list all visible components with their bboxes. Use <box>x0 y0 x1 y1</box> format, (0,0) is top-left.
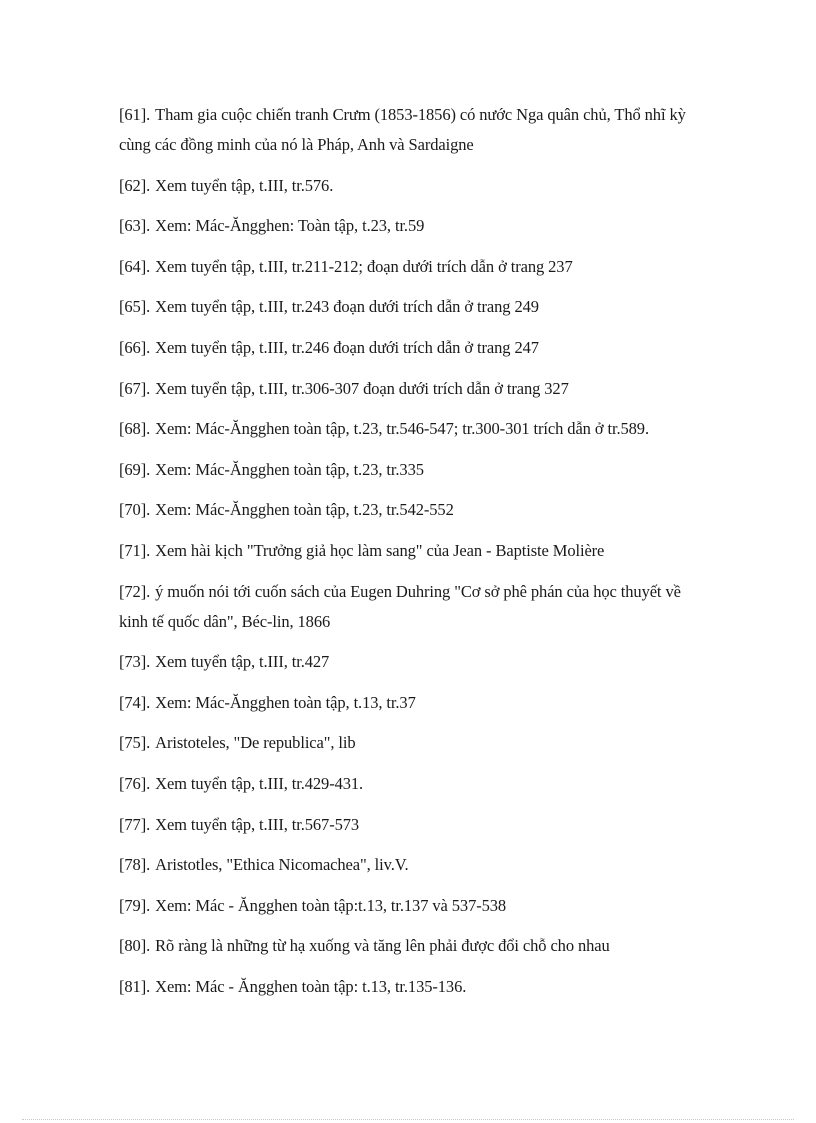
endnote-number: [65]. <box>119 297 151 317</box>
endnote-text: Xem hài kịch "Trưởng giả học làm sang" của Jean - Baptiste Molière <box>155 540 605 560</box>
endnote <box>119 414 699 444</box>
endnote-text: Xem: Mác - Ăngghen toàn tập:t.13, tr.137 và 537-538 <box>155 895 507 915</box>
endnote <box>119 931 699 961</box>
endnote-text: Aristoteles, "De republica", lib <box>155 733 356 753</box>
endnote-text: Rõ ràng là những từ hạ xuống và tăng lên phải được đổi chỗ cho nhau <box>155 936 610 956</box>
endnote-text: Xem tuyển tập, t.III, tr.567-573 <box>155 814 360 834</box>
endnote-text: Xem: Mác-Ăngghen toàn tập, t.23, tr.335 <box>155 459 424 479</box>
endnote <box>119 292 699 322</box>
endnote-number: [80]. <box>119 936 151 956</box>
endnote-number: [69]. <box>119 459 151 479</box>
endnote <box>119 536 699 566</box>
endnote-text: Xem tuyển tập, t.III, tr.243 đoạn dưới trích dẫn ở trang 249 <box>155 297 539 317</box>
endnote-number: [66]. <box>119 337 151 357</box>
endnote-text: Xem: Mác - Ăngghen toàn tập: t.13, tr.135-136. <box>155 976 467 996</box>
endnote-text: Xem tuyển tập, t.III, tr.427 <box>155 652 330 672</box>
endnote-text: Xem tuyển tập, t.III, tr.429-431. <box>155 773 364 793</box>
endnote <box>119 171 699 201</box>
endnote <box>119 810 699 840</box>
endnote-number: [75]. <box>119 733 151 753</box>
endnote <box>119 495 699 525</box>
endnote <box>119 728 699 758</box>
endnote <box>119 333 699 363</box>
endnote-number: [73]. <box>119 652 151 672</box>
endnote-text: Xem tuyển tập, t.III, tr.306-307 đoạn dưới trích dẫn ở trang 327 <box>155 378 569 398</box>
endnote-text: Xem: Mác-Ăngghen: Toàn tập, t.23, tr.59 <box>155 216 425 236</box>
endnote-text: Tham gia cuộc chiến tranh Crưm (1853-1856) có nước Nga quân chủ, Thổ nhĩ kỳ cùng các đồng minh của nó là Pháp, Anh và Sardaigne <box>119 105 686 154</box>
endnote <box>119 252 699 282</box>
endnote <box>119 211 699 241</box>
endnote-number: [71]. <box>119 540 151 560</box>
endnote-number: [77]. <box>119 814 151 834</box>
endnote-text: ý muốn nói tới cuốn sách của Eugen Duhring "Cơ sở phê phán của học thuyết về kinh tế quốc dân", Béc-lin, 1866 <box>119 581 681 631</box>
endnote <box>119 891 699 921</box>
endnote-text: Xem tuyển tập, t.III, tr.211-212; đoạn dưới trích dẫn ở trang 237 <box>155 256 573 276</box>
endnote-number: [63]. <box>119 216 151 236</box>
endnote-text: Xem: Mác-Ăngghen toàn tập, t.23, tr.546-547; tr.300-301 trích dẫn ở tr.589. <box>155 419 649 439</box>
endnote <box>119 850 699 880</box>
endnote-text: Aristotles, "Ethica Nicomachea", liv.V. <box>155 855 409 875</box>
endnote <box>119 100 699 160</box>
endnote-number: [81]. <box>119 976 151 996</box>
endnote-number: [70]. <box>119 500 151 520</box>
endnote-text: Xem: Mác-Ăngghen toàn tập, t.23, tr.542-552 <box>155 500 454 520</box>
endnote <box>119 374 699 404</box>
endnote-number: [67]. <box>119 378 151 398</box>
endnote-number: [79]. <box>119 895 151 915</box>
endnote <box>119 577 699 637</box>
endnote-text: Xem tuyển tập, t.III, tr.576. <box>155 175 334 195</box>
endnote-text: Xem: Mác-Ăngghen toàn tập, t.13, tr.37 <box>155 692 416 712</box>
endnote <box>119 455 699 485</box>
endnotes-list <box>119 100 699 1012</box>
endnote-number: [61]. <box>119 105 151 124</box>
endnote-number: [64]. <box>119 256 151 276</box>
endnote-text: Xem tuyển tập, t.III, tr.246 đoạn dưới trích dẫn ở trang 247 <box>155 337 539 357</box>
endnote-number: [68]. <box>119 419 151 439</box>
page-bottom-divider <box>22 1119 794 1120</box>
endnote <box>119 688 699 718</box>
endnote-number: [78]. <box>119 855 151 875</box>
endnote-number: [76]. <box>119 773 151 793</box>
endnote-number: [72]. <box>119 581 151 601</box>
endnote-number: [74]. <box>119 692 151 712</box>
endnote <box>119 647 699 677</box>
endnote <box>119 769 699 799</box>
endnote <box>119 972 699 1002</box>
endnote-number: [62]. <box>119 175 151 195</box>
